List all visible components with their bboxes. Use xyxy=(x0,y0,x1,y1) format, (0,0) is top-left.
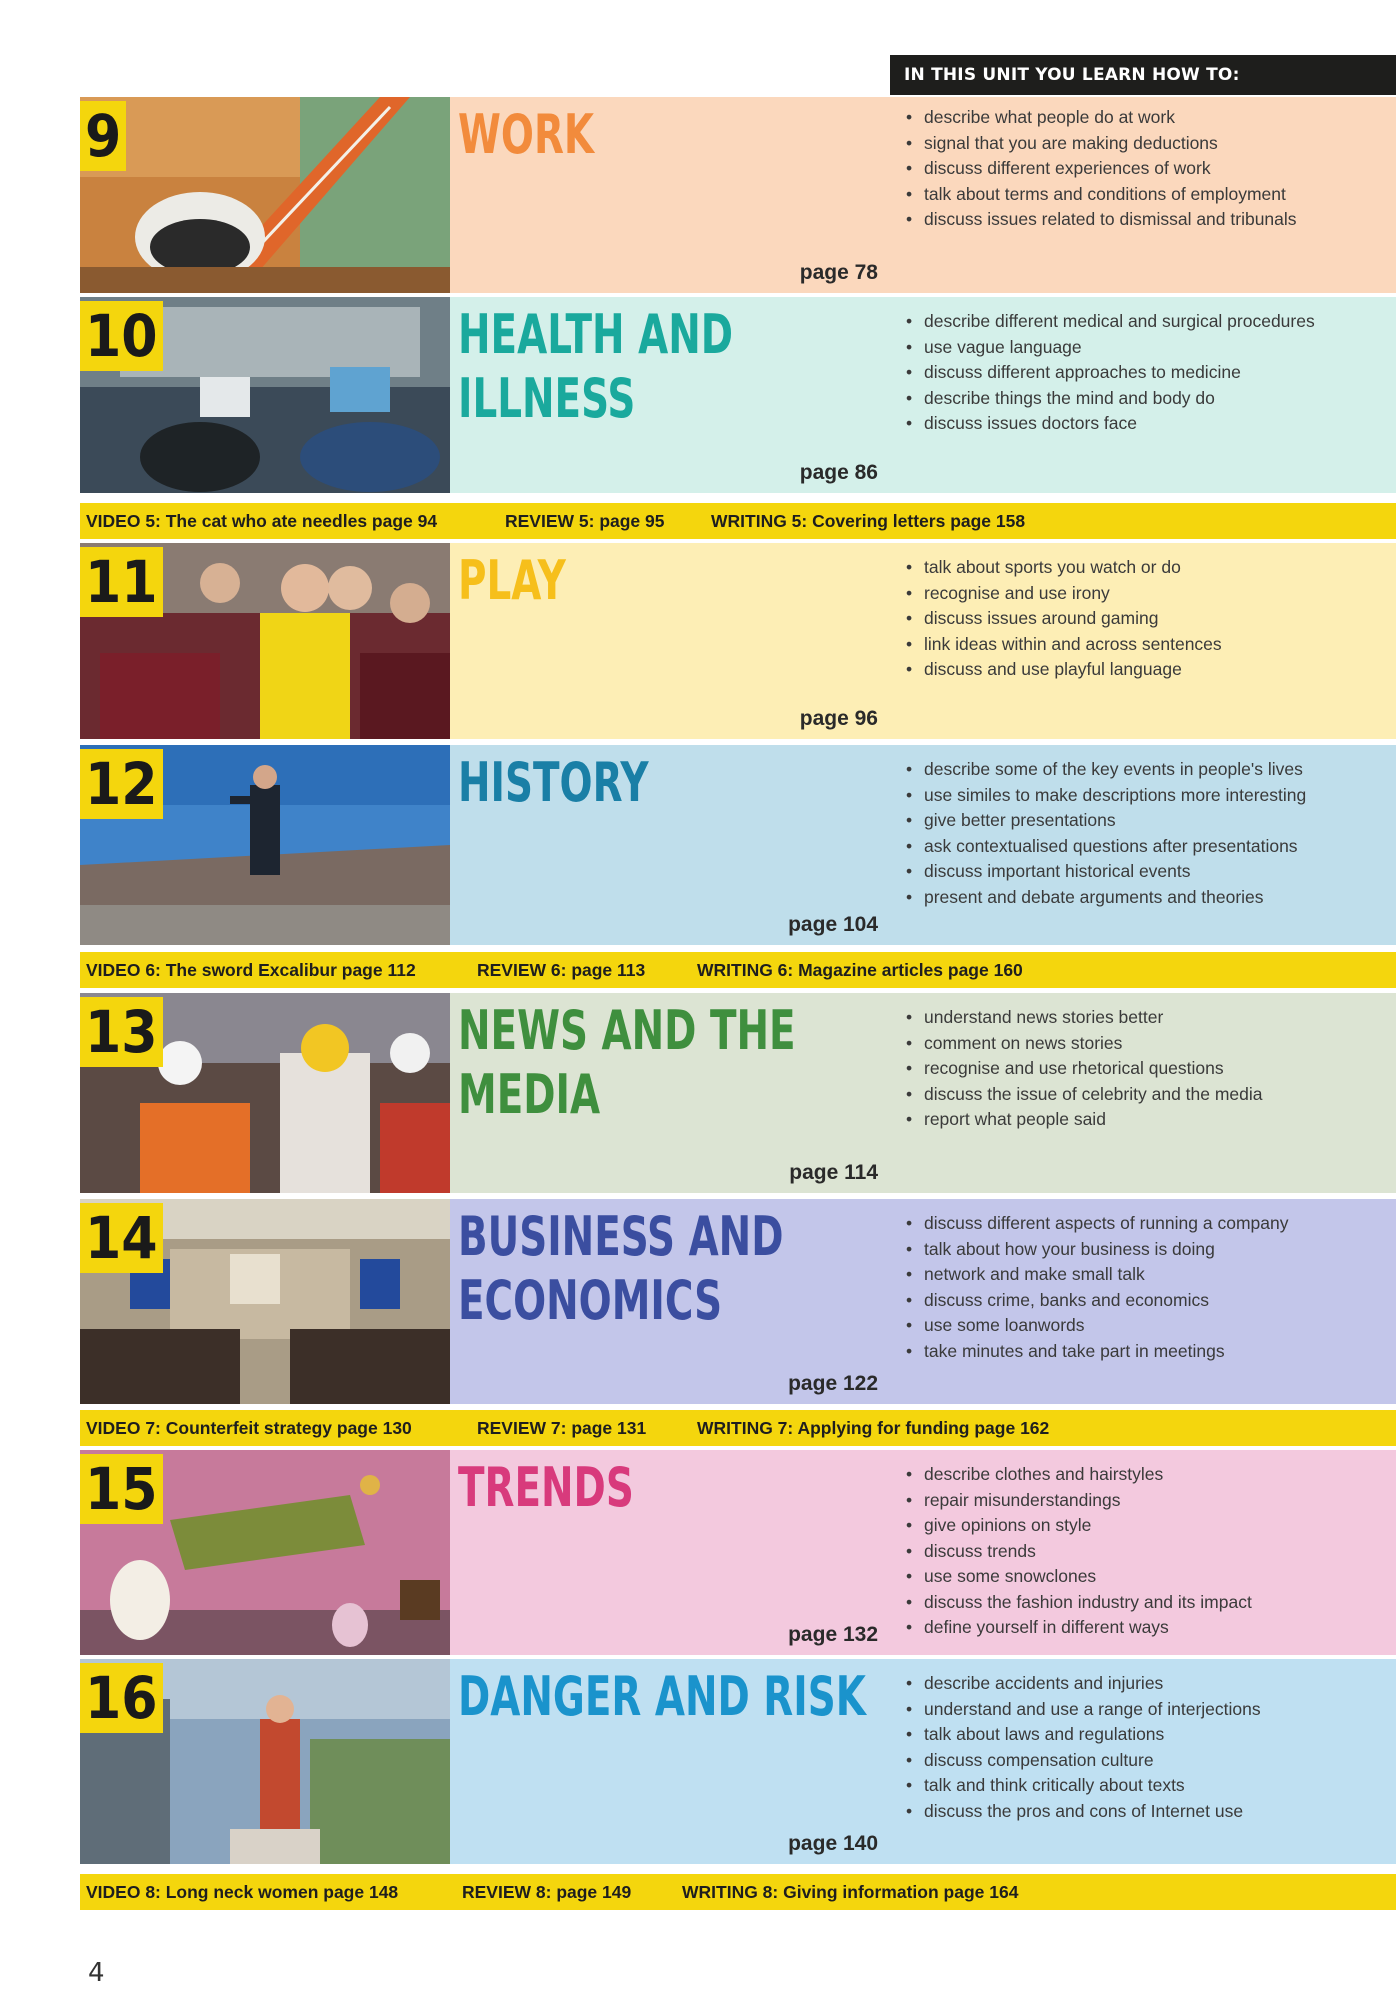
learn-item: • network and make small talk xyxy=(904,1262,1388,1288)
unit-title-panel xyxy=(450,1199,890,1404)
learn-list xyxy=(904,105,1388,233)
learn-item: • describe some of the key events in people's lives xyxy=(904,757,1388,783)
unit-15[interactable] xyxy=(80,1450,1396,1655)
unit-number: 15 xyxy=(80,1454,163,1524)
learn-list xyxy=(904,555,1388,683)
learn-item: • give opinions on style xyxy=(904,1513,1388,1539)
learn-list xyxy=(904,1211,1388,1364)
review-bar xyxy=(80,1874,1396,1910)
learn-item: • recognise and use irony xyxy=(904,581,1388,607)
unit-title-panel xyxy=(450,97,890,293)
unit-page-ref[interactable]: page 132 xyxy=(788,1623,878,1646)
learn-item: • talk about laws and regulations xyxy=(904,1722,1388,1748)
learn-header: IN THIS UNIT YOU LEARN HOW TO: xyxy=(890,55,1396,95)
learn-item: • talk and think critically about texts xyxy=(904,1773,1388,1799)
learn-item: • use similes to make descriptions more interesting xyxy=(904,783,1388,809)
writing-link[interactable]: WRITING 5: Covering letters page 158 xyxy=(711,511,1026,531)
learn-item: • discuss trends xyxy=(904,1539,1388,1565)
unit-title-line: TRENDS xyxy=(458,1456,634,1519)
learn-item: • discuss the issue of celebrity and the media xyxy=(904,1082,1388,1108)
unit-title[interactable] xyxy=(458,999,796,1127)
unit-title-panel xyxy=(450,543,890,739)
unit-title[interactable] xyxy=(458,549,764,613)
review-link[interactable]: REVIEW 7: page 131 xyxy=(477,1418,647,1438)
learn-item: • discuss the fashion industry and its impact xyxy=(904,1590,1388,1616)
unit-title-line: BUSINESS AND xyxy=(458,1205,784,1268)
learn-item: • describe accidents and injuries xyxy=(904,1671,1388,1697)
unit-9[interactable] xyxy=(80,97,1396,293)
learn-item: • give better presentations xyxy=(904,808,1388,834)
unit-number: 11 xyxy=(80,547,163,617)
learn-item: • discuss different aspects of running a company xyxy=(904,1211,1388,1237)
review-bar xyxy=(80,952,1396,988)
unit-page-ref[interactable]: page 122 xyxy=(788,1372,878,1395)
unit-number: 13 xyxy=(80,997,163,1067)
learn-item: • understand news stories better xyxy=(904,1005,1388,1031)
review-bar xyxy=(80,503,1396,539)
learn-item: • define yourself in different ways xyxy=(904,1615,1388,1641)
unit-title-line: DANGER AND RISK xyxy=(458,1665,866,1728)
video-link[interactable]: VIDEO 6: The sword Excalibur page 112 xyxy=(86,960,416,980)
unit-learn-panel xyxy=(890,1659,1396,1864)
unit-title-line: MEDIA xyxy=(458,1063,601,1126)
learn-item: • recognise and use rhetorical questions xyxy=(904,1056,1388,1082)
unit-title-line: WORK xyxy=(458,103,595,166)
learn-item: • discuss issues related to dismissal and tribunals xyxy=(904,207,1388,233)
learn-list xyxy=(904,757,1388,910)
unit-title[interactable] xyxy=(458,751,764,815)
unit-learn-panel xyxy=(890,1450,1396,1655)
learn-item: • use some snowclones xyxy=(904,1564,1388,1590)
unit-title-line: HEALTH AND xyxy=(458,303,734,366)
unit-number: 12 xyxy=(80,749,163,819)
unit-learn-panel xyxy=(890,543,1396,739)
unit-11[interactable] xyxy=(80,543,1396,739)
learn-item: • describe clothes and hairstyles xyxy=(904,1462,1388,1488)
learn-list xyxy=(904,1462,1388,1641)
unit-10[interactable] xyxy=(80,297,1396,493)
unit-title[interactable] xyxy=(458,103,764,167)
unit-number: 10 xyxy=(80,301,163,371)
video-link[interactable]: VIDEO 7: Counterfeit strategy page 130 xyxy=(86,1418,412,1438)
writing-link[interactable]: WRITING 8: Giving information page 164 xyxy=(682,1882,1019,1902)
learn-item: • discuss the pros and cons of Internet use xyxy=(904,1799,1388,1825)
unit-title-panel xyxy=(450,297,890,493)
unit-learn-panel xyxy=(890,97,1396,293)
unit-page-ref[interactable]: page 114 xyxy=(789,1161,878,1184)
learn-item: • describe what people do at work xyxy=(904,105,1388,131)
unit-number: 9 xyxy=(80,101,126,171)
unit-title[interactable] xyxy=(458,1456,764,1520)
unit-number: 16 xyxy=(80,1663,163,1733)
learn-item: • discuss and use playful language xyxy=(904,657,1388,683)
learn-item: • use some loanwords xyxy=(904,1313,1388,1339)
unit-14[interactable] xyxy=(80,1199,1396,1404)
learn-item: • present and debate arguments and theories xyxy=(904,885,1388,911)
learn-item: • discuss compensation culture xyxy=(904,1748,1388,1774)
unit-number: 14 xyxy=(80,1203,163,1273)
learn-item: • discuss issues doctors face xyxy=(904,411,1388,437)
unit-title-panel xyxy=(450,745,890,945)
learn-item: • signal that you are making deductions xyxy=(904,131,1388,157)
unit-title-line: HISTORY xyxy=(458,751,649,814)
video-link[interactable]: VIDEO 8: Long neck women page 148 xyxy=(86,1882,399,1902)
review-link[interactable]: REVIEW 5: page 95 xyxy=(505,511,665,531)
learn-item: • understand and use a range of interjections xyxy=(904,1697,1388,1723)
unit-learn-panel xyxy=(890,745,1396,945)
unit-title-line: ECONOMICS xyxy=(458,1269,723,1332)
unit-page-ref[interactable]: page 96 xyxy=(799,707,878,730)
learn-item: • talk about how your business is doing xyxy=(904,1237,1388,1263)
learn-item: • comment on news stories xyxy=(904,1031,1388,1057)
learn-item: • repair misunderstandings xyxy=(904,1488,1388,1514)
review-link[interactable]: REVIEW 6: page 113 xyxy=(477,960,646,980)
learn-item: • report what people said xyxy=(904,1107,1388,1133)
unit-title-line: ILLNESS xyxy=(458,367,636,430)
writing-link[interactable]: WRITING 6: Magazine articles page 160 xyxy=(697,960,1023,980)
unit-title-panel xyxy=(450,993,890,1193)
learn-item: • discuss issues around gaming xyxy=(904,606,1388,632)
learn-item: • take minutes and take part in meetings xyxy=(904,1339,1388,1365)
learn-item: • discuss crime, banks and economics xyxy=(904,1288,1388,1314)
unit-page-ref[interactable]: page 140 xyxy=(788,1832,878,1855)
unit-title[interactable] xyxy=(458,1665,866,1729)
unit-page-ref[interactable]: page 78 xyxy=(799,261,878,284)
unit-title-panel xyxy=(450,1659,890,1864)
review-link[interactable]: REVIEW 8: page 149 xyxy=(462,1882,632,1902)
learn-item: • discuss different approaches to medicine xyxy=(904,360,1388,386)
learn-list xyxy=(904,1005,1388,1133)
learn-item: • ask contextualised questions after presentations xyxy=(904,834,1388,860)
video-link[interactable]: VIDEO 5: The cat who ate needles page 94 xyxy=(86,511,438,531)
unit-title[interactable] xyxy=(458,303,764,431)
unit-learn-panel xyxy=(890,297,1396,493)
unit-page-ref[interactable]: page 86 xyxy=(799,461,878,484)
page-number: 4 xyxy=(88,1958,105,1988)
unit-title-line: NEWS AND THE xyxy=(458,999,796,1062)
learn-item: • describe things the mind and body do xyxy=(904,386,1388,412)
unit-title[interactable] xyxy=(458,1205,784,1333)
unit-page-ref[interactable]: page 104 xyxy=(788,913,878,936)
learn-item: • talk about sports you watch or do xyxy=(904,555,1388,581)
writing-link[interactable]: WRITING 7: Applying for funding page 162 xyxy=(697,1418,1050,1438)
unit-13[interactable] xyxy=(80,993,1396,1193)
learn-item: • talk about terms and conditions of employment xyxy=(904,182,1388,208)
unit-title-panel xyxy=(450,1450,890,1655)
learn-item: • link ideas within and across sentences xyxy=(904,632,1388,658)
unit-12[interactable] xyxy=(80,745,1396,945)
unit-16[interactable] xyxy=(80,1659,1396,1864)
unit-learn-panel xyxy=(890,1199,1396,1404)
review-bar xyxy=(80,1410,1396,1446)
learn-item: • discuss important historical events xyxy=(904,859,1388,885)
unit-learn-panel xyxy=(890,993,1396,1193)
unit-title-line: PLAY xyxy=(458,549,566,612)
learn-list xyxy=(904,309,1388,437)
learn-list xyxy=(904,1671,1388,1824)
learn-item: • describe different medical and surgical procedures xyxy=(904,309,1388,335)
unit-photo-work xyxy=(80,97,450,293)
learn-item: • discuss different experiences of work xyxy=(904,156,1388,182)
learn-item: • use vague language xyxy=(904,335,1388,361)
